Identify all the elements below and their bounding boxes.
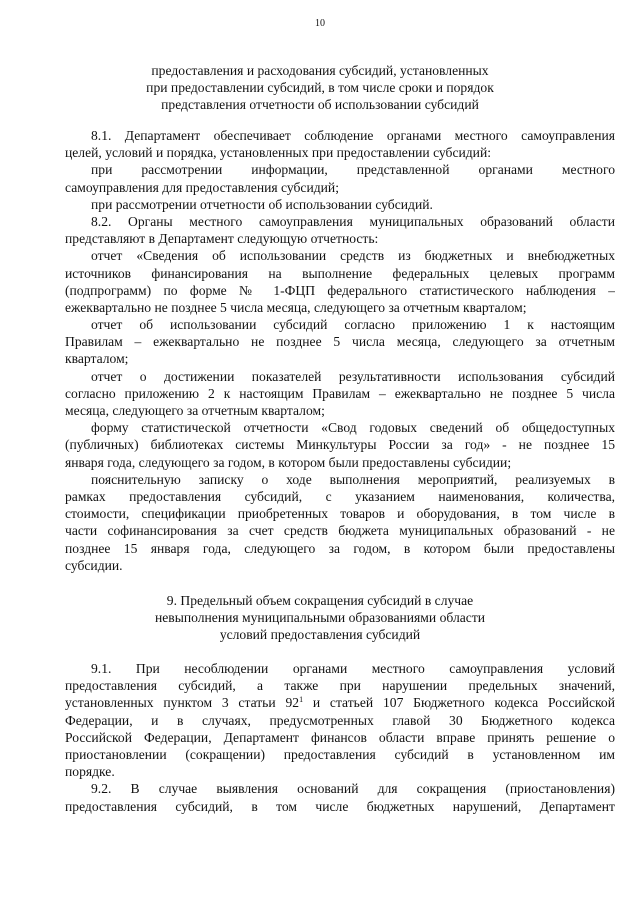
text-line: субсидии. xyxy=(65,557,123,573)
text-line: приостановлении (сокращении) предоставления субсидий в установленном им xyxy=(65,746,615,762)
heading-line: представления отчетности об использовании субсидий xyxy=(161,97,479,112)
text-line: 9.2. В случае выявления оснований для сокращения (приостановления) xyxy=(91,781,615,797)
text-line: 8.1. Департамент обеспечивает соблюдение органами местного самоуправления xyxy=(91,128,615,143)
text-line: Федерации, и в случаях, предусмотренных главой 30 Бюджетного кодекса xyxy=(65,712,615,728)
text-line: Российской Федерации, Департамент финансов области вправе принять решение о xyxy=(65,729,615,745)
text-line: кварталом; xyxy=(65,351,129,367)
section-8-heading xyxy=(0,62,640,113)
section-9-heading xyxy=(0,592,640,643)
text-line: отчет о достижении показателей результативности использования субсидий xyxy=(91,368,615,384)
text-line: предоставления субсидий, в том числе бюджетных нарушений, Департамент xyxy=(65,798,615,814)
text-line: месяца, следующего за отчетным кварталом; xyxy=(65,403,325,418)
heading-line: невыполнения муниципальными образованиями области xyxy=(154,610,486,625)
section-8-body xyxy=(65,127,615,574)
text-line: при рассмотрении отчетности об использовании субсидий. xyxy=(91,196,433,212)
text-fragment: установленных пунктом 3 статьи 92 xyxy=(65,695,300,711)
text-line: Правилам – ежеквартально не позднее 5 числа месяца, следующего за отчетным xyxy=(65,334,615,350)
section-9-body xyxy=(65,660,615,815)
text-line: позднее 15 января года, следующего за годом, в котором были предоставлены xyxy=(65,540,615,556)
text-line: при рассмотрении информации, представленной органами местного xyxy=(91,162,615,178)
heading-line: условий предоставления субсидий xyxy=(219,627,421,642)
text-fragment: и статьей 107 Бюджетного кодекса Российской xyxy=(303,695,615,711)
text-line: стоимости, спецификации приобретенных товаров и оборудования, в том числе в xyxy=(65,506,615,522)
text-line: (публичных) библиотеках системы Минкультуры России за год» - не позднее 15 xyxy=(65,437,615,453)
text-line: отчет «Сведения об использовании средств из бюджетных и внебюджетных xyxy=(91,248,615,264)
text-line: самоуправления для предоставления субсидий; xyxy=(65,179,339,195)
footnote-superscript: 1 xyxy=(299,695,304,705)
text-line: порядке. xyxy=(65,764,115,780)
text-line: пояснительную записку о ходе выполнения мероприятий, реализуемых в xyxy=(91,471,615,487)
text-line xyxy=(65,694,615,711)
text-line: источников финансирования на выполнение федеральных целевых программ xyxy=(65,265,615,281)
text-line: (подпрограмм) по форме № 1-ФЦП федерального статистического наблюдения – xyxy=(65,282,615,298)
text-line: отчет об использовании субсидий согласно приложению 1 к настоящим xyxy=(91,317,615,333)
text-line: 9.1. При несоблюдении органами местного самоуправления условий xyxy=(91,661,615,676)
page-number: 10 xyxy=(315,18,325,29)
heading-line: при предоставлении субсидий, в том числе сроки и порядок xyxy=(146,80,494,95)
text-line: представляют в Департамент следующую отчетность: xyxy=(65,231,379,247)
text-line: 8.2. Органы местного самоуправления муниципальных образований области xyxy=(91,213,615,229)
text-line: части софинансирования за счет средств бюджета муниципальных образований - не xyxy=(65,523,615,539)
heading-line: предоставления и расходования субсидий, установленных xyxy=(151,63,489,78)
text-line: ежеквартально не позднее 5 числа месяца, следующего за отчетным кварталом; xyxy=(65,299,527,315)
text-line: форму статистической отчетности «Свод годовых сведений об общедоступных xyxy=(91,420,615,436)
text-line: целей, условий и порядка, установленных при предоставлении субсидий: xyxy=(65,145,492,161)
text-line: января года, следующего за годом, в котором были предоставлены субсидии; xyxy=(65,454,512,470)
text-line: предоставления субсидий, а также при нарушении предельных значений, xyxy=(65,678,615,694)
text-line: согласно приложению 2 к настоящим Правилам – ежеквартально не позднее 5 числа xyxy=(65,385,615,401)
heading-line: 9. Предельный объем сокращения субсидий в случае xyxy=(166,593,474,608)
text-line: рамках предоставления субсидий, с указанием наименования, количества, xyxy=(65,488,615,504)
